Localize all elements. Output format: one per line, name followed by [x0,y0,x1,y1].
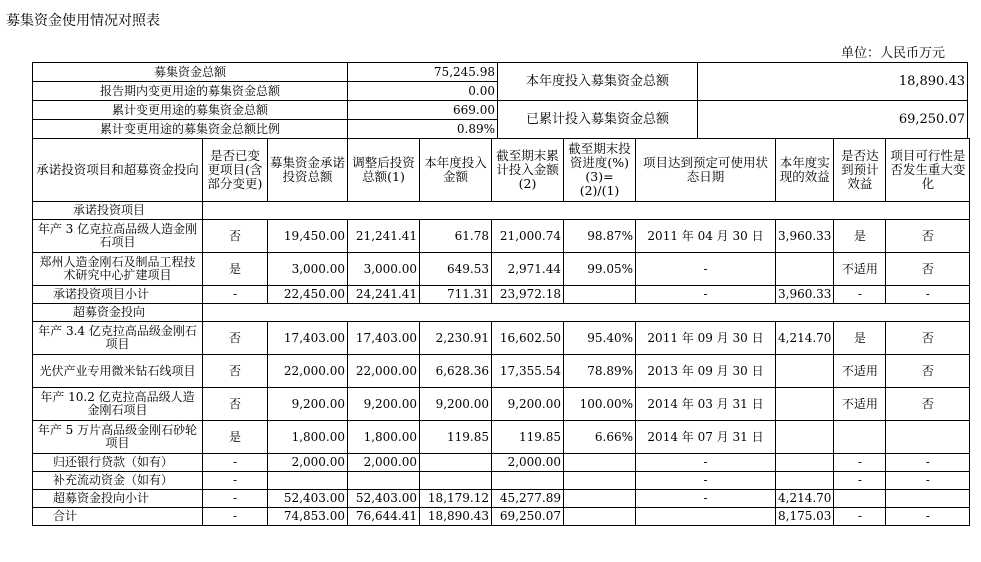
table-row [33,253,970,286]
cell-year-input: 649.53 [420,253,492,286]
cell-adjusted: 3,000.00 [348,253,420,286]
cell-cum-input: 16,602.50 [492,322,564,355]
table-row [33,322,970,355]
cell-changed: - [203,472,268,490]
cell-cum-input: 23,972.18 [492,286,564,304]
cell-expected: - [834,286,886,304]
cell-expected: 是 [834,220,886,253]
cell-project: 光伏产业专用微米钻石线项目 [33,355,203,388]
header-feasibility: 项目可行性是否发生重大变化 [886,139,970,202]
header-ready-date: 项目达到预定可使用状态日期 [636,139,776,202]
cell-ready-date: 2013 年 09 月 30 日 [636,355,776,388]
section-title: 超募资金投向 [33,304,203,322]
cell-project: 承诺投资项目小计 [33,286,203,304]
cell-committed: 19,450.00 [268,220,348,253]
cell-adjusted: 21,241.41 [348,220,420,253]
cell-adjusted: 17,403.00 [348,322,420,355]
cell-project: 归还银行贷款（如有） [33,454,203,472]
table-row [33,472,970,490]
cell-adjusted [348,472,420,490]
cell-changed: 否 [203,355,268,388]
cell-year-input [420,472,492,490]
cell-cum-input: 119.85 [492,421,564,454]
table-row [33,421,970,454]
cell-project: 补充流动资金（如有） [33,472,203,490]
cell-changed: 否 [203,220,268,253]
cell-expected: 不适用 [834,253,886,286]
cell-committed: 9,200.00 [268,388,348,421]
table-row [33,355,970,388]
cell-benefit [776,388,834,421]
cell-benefit: 4,214.70 [776,322,834,355]
cell-ready-date: - [636,286,776,304]
cell-progress [564,454,636,472]
cell-year-input: 6,628.36 [420,355,492,388]
cell-ready-date [636,508,776,526]
cell-adjusted: 24,241.41 [348,286,420,304]
cell-cum-input: 2,000.00 [492,454,564,472]
cell-project: 郑州人造金刚石及制品工程技术研究中心扩建项目 [33,253,203,286]
cell-changed: - [203,490,268,508]
cell-ready-date: - [636,454,776,472]
cell-progress: 6.66% [564,421,636,454]
cell-progress [564,490,636,508]
cell-benefit [776,355,834,388]
summary-cum-ratio-value: 0.89% [348,120,498,139]
cell-ready-date: - [636,253,776,286]
cell-benefit [776,421,834,454]
cell-committed: 3,000.00 [268,253,348,286]
cell-project: 超募资金投向小计 [33,490,203,508]
cell-feasibility: 否 [886,253,970,286]
cell-committed: 22,000.00 [268,355,348,388]
cell-adjusted: 9,200.00 [348,388,420,421]
cell-expected: 不适用 [834,388,886,421]
cell-project: 合计 [33,508,203,526]
cell-feasibility: - [886,508,970,526]
cell-committed: 2,000.00 [268,454,348,472]
cell-ready-date: - [636,490,776,508]
cell-benefit [776,472,834,490]
summary-year-input-value: 18,890.43 [698,63,968,101]
cell-adjusted: 52,403.00 [348,490,420,508]
cell-cum-input [492,472,564,490]
table-row [33,220,970,253]
summary-cum-input-value: 69,250.07 [698,101,968,139]
cell-expected: - [834,508,886,526]
header-cum-input: 截至期末累计投入金额(2) [492,139,564,202]
cell-ready-date: - [636,472,776,490]
cell-progress: 78.89% [564,355,636,388]
cell-progress: 98.87% [564,220,636,253]
table-row [33,490,970,508]
header-committed: 募集资金承诺投资总额 [268,139,348,202]
cell-expected [834,421,886,454]
cell-feasibility: 否 [886,355,970,388]
header-progress: 截至期末投资进度(%)(3)=(2)/(1) [564,139,636,202]
cell-project: 年产 3.4 亿克拉高品级金刚石项目 [33,322,203,355]
section-filler [203,304,970,322]
summary-changed-label: 报告期内变更用途的募集资金总额 [33,82,348,101]
cell-adjusted: 2,000.00 [348,454,420,472]
cell-year-input: 18,179.12 [420,490,492,508]
cell-committed: 22,450.00 [268,286,348,304]
cell-ready-date: 2014 年 07 月 31 日 [636,421,776,454]
cell-committed: 52,403.00 [268,490,348,508]
cell-year-input: 61.78 [420,220,492,253]
cell-benefit [776,454,834,472]
cell-changed: 否 [203,322,268,355]
section-filler [203,202,970,220]
cell-cum-input: 9,200.00 [492,388,564,421]
cell-committed: 74,853.00 [268,508,348,526]
cell-changed: - [203,454,268,472]
cell-feasibility: 否 [886,322,970,355]
table-row [33,286,970,304]
cell-feasibility: 否 [886,388,970,421]
summary-cum-input-label: 已累计投入募集资金总额 [498,101,698,139]
section-title: 承诺投资项目 [33,202,203,220]
cell-adjusted: 22,000.00 [348,355,420,388]
cell-year-input: 119.85 [420,421,492,454]
cell-changed: 是 [203,253,268,286]
header-adjusted: 调整后投资总额(1) [348,139,420,202]
cell-feasibility: - [886,454,970,472]
table-row [33,454,970,472]
cell-year-input: 2,230.91 [420,322,492,355]
cell-project: 年产 5 万片高品级金刚石砂轮项目 [33,421,203,454]
summary-year-input-label: 本年度投入募集资金总额 [498,63,698,101]
cell-expected: 不适用 [834,355,886,388]
cell-cum-input: 2,971.44 [492,253,564,286]
cell-cum-input: 21,000.74 [492,220,564,253]
cell-progress [564,286,636,304]
cell-progress: 99.05% [564,253,636,286]
cell-year-input [420,454,492,472]
cell-expected: - [834,454,886,472]
cell-expected: - [834,472,886,490]
table-row [33,388,970,421]
cell-progress [564,472,636,490]
cell-project: 年产 10.2 亿克拉高品级人造金刚石项目 [33,388,203,421]
cell-year-input: 711.31 [420,286,492,304]
section-row [33,202,970,220]
page-title: 募集资金使用情况对照表 [6,13,160,29]
summary-total-value: 75,245.98 [348,63,498,82]
cell-cum-input: 45,277.89 [492,490,564,508]
cell-cum-input: 17,355.54 [492,355,564,388]
cell-feasibility [886,421,970,454]
cell-changed: - [203,286,268,304]
header-benefit: 本年度实现的效益 [776,139,834,202]
cell-feasibility: 否 [886,220,970,253]
cell-benefit: 8,175.03 [776,508,834,526]
section-row [33,304,970,322]
cell-benefit: 3,960.33 [776,286,834,304]
table-row [33,508,970,526]
cell-committed: 1,800.00 [268,421,348,454]
cell-project: 年产 3 亿克拉高品级人造金刚石项目 [33,220,203,253]
cell-progress [564,508,636,526]
cell-committed [268,472,348,490]
cell-benefit [776,253,834,286]
cell-cum-input: 69,250.07 [492,508,564,526]
cell-expected [834,490,886,508]
unit-label: 单位：人民币万元 [840,46,945,61]
cell-changed: 否 [203,388,268,421]
cell-changed: 是 [203,421,268,454]
cell-expected: 是 [834,322,886,355]
summary-cum-changed-label: 累计变更用途的募集资金总额 [33,101,348,120]
header-project: 承诺投资项目和超募资金投向 [33,139,203,202]
cell-feasibility [886,490,970,508]
cell-adjusted: 1,800.00 [348,421,420,454]
cell-adjusted: 76,644.41 [348,508,420,526]
cell-year-input: 18,890.43 [420,508,492,526]
summary-cum-ratio-label: 累计变更用途的募集资金总额比例 [33,120,348,139]
cell-progress: 95.40% [564,322,636,355]
cell-committed: 17,403.00 [268,322,348,355]
summary-changed-value: 0.00 [348,82,498,101]
usage-table [32,138,970,526]
header-row [33,139,970,202]
cell-feasibility: - [886,286,970,304]
summary-total-label: 募集资金总额 [33,63,348,82]
cell-benefit: 3,960.33 [776,220,834,253]
cell-ready-date: 2011 年 04 月 30 日 [636,220,776,253]
cell-ready-date: 2011 年 09 月 30 日 [636,322,776,355]
cell-benefit: 4,214.70 [776,490,834,508]
summary-table [32,62,968,139]
header-year-input: 本年度投入金额 [420,139,492,202]
cell-year-input: 9,200.00 [420,388,492,421]
summary-cum-changed-value: 669.00 [348,101,498,120]
cell-ready-date: 2014 年 03 月 31 日 [636,388,776,421]
header-expected: 是否达到预计效益 [834,139,886,202]
cell-progress: 100.00% [564,388,636,421]
header-changed: 是否已变更项目(含部分变更) [203,139,268,202]
cell-feasibility: - [886,472,970,490]
cell-changed: - [203,508,268,526]
usage-table-body [33,139,970,526]
